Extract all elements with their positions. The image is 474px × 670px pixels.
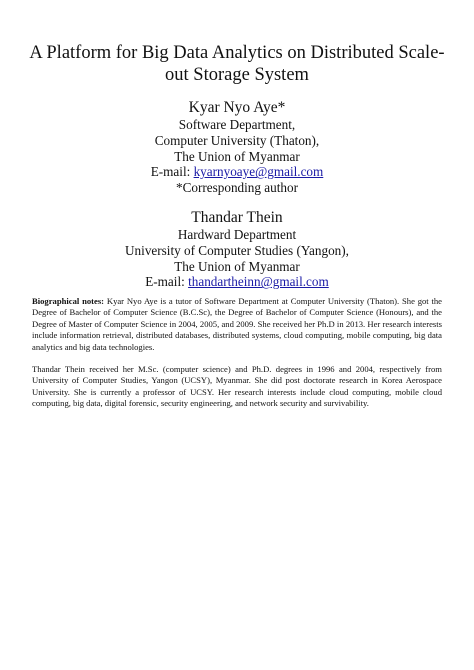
biographical-note-2: Thandar Thein received her M.Sc. (computer science) and Ph.D. degrees in 1996 and 2004, respectively from University of Computer Studies, Yangon (UCSY), Myanmar. She did post doctorate research in Korea Aerospace University. She is currently a professor of UCSY. Her research interests include cloud computing, mobile cloud computing, big data, digital forensic, security engineering, and network security and survivability. xyxy=(32,364,442,409)
author-department: Software Department, xyxy=(178,117,296,132)
author-country: The Union of Myanmar xyxy=(174,148,300,164)
author-name: Kyar Nyo Aye* xyxy=(188,99,286,116)
author-institution: University of Computer Studies (Yangon), xyxy=(125,242,349,258)
author-email-line xyxy=(20,164,454,180)
author-email-link[interactable]: kyarnyoaye@gmail.com xyxy=(193,164,324,180)
author-email-link[interactable]: thandartheinn@gmail.com xyxy=(188,274,329,290)
author-institution: Computer University (Thaton), xyxy=(154,132,320,148)
author-name: Thandar Thein xyxy=(191,209,283,226)
bio-text-1: Kyar Nyo Aye is a tutor of Software Department at Computer University (Thaton). She got the Degree of Bachelor of Computer Science (B.C.Sc), the Degree of Bachelor of Computer Science (Honours), and the Degree of Master of Computer Science in 2004, 2005, and 2009. She received her Ph.D in 2013. Her research interests include information retrieval, distributed databases, distributed systems, cloud computing, mobile computing, big data analytics and big data technologies. xyxy=(32,296,442,352)
biographical-note-1 xyxy=(32,296,442,353)
corresponding-author-note: *Corresponding author xyxy=(176,180,298,196)
author-email-line xyxy=(20,274,454,290)
author-block-2 xyxy=(20,208,454,290)
author-country: The Union of Myanmar xyxy=(174,258,300,274)
email-prefix: E-mail: xyxy=(150,164,194,180)
author-department: Hardward Department xyxy=(177,227,297,242)
paper-title: A Platform for Big Data Analytics on Distributed Scale-out Storage System xyxy=(29,43,445,85)
author-block-1 xyxy=(20,98,454,196)
email-prefix: E-mail: xyxy=(145,274,189,290)
bio-label: Biographical notes: xyxy=(32,296,105,306)
